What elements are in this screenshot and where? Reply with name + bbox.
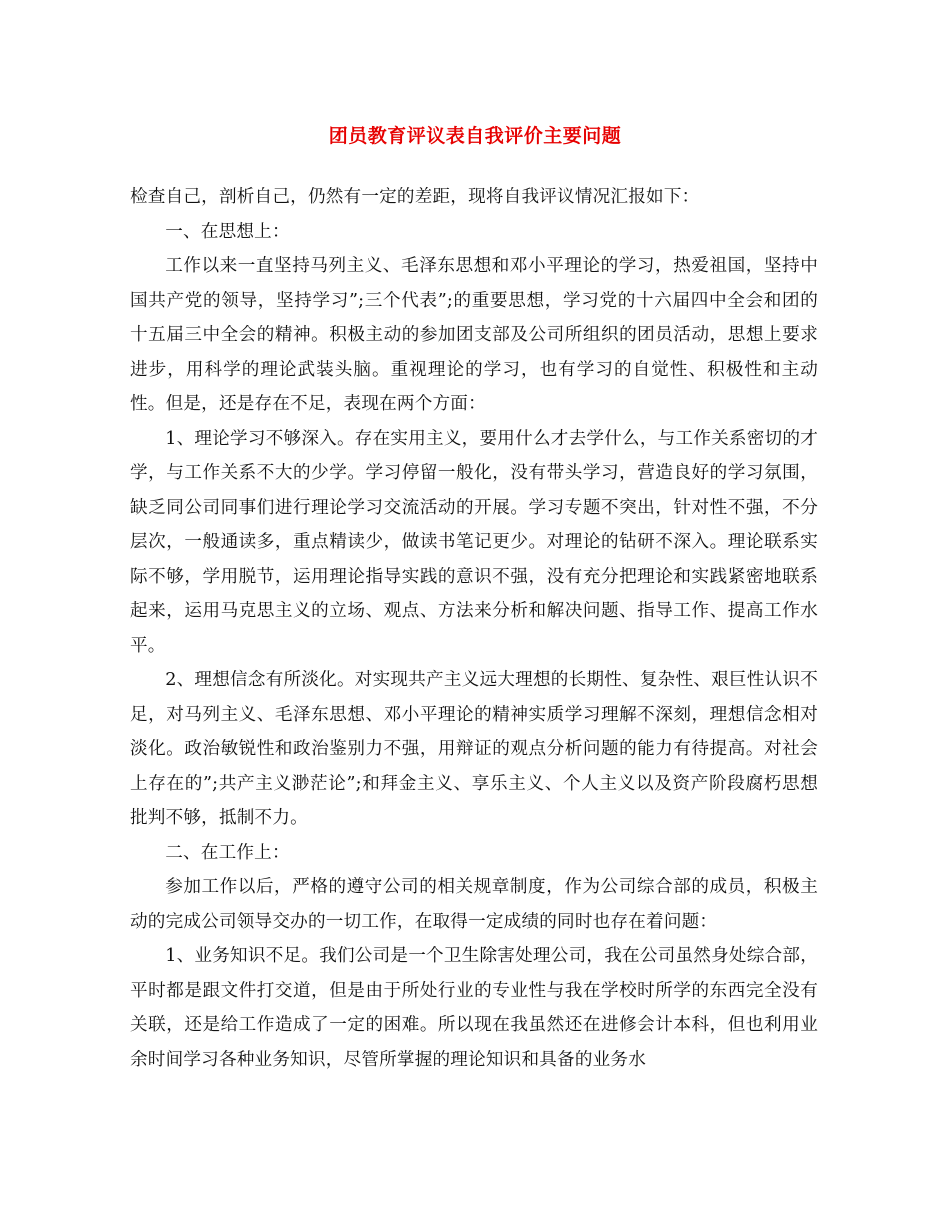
- document-title: 团员教育评议表自我评价主要问题: [328, 125, 622, 147]
- thought-summary-paragraph: 工作以来一直坚持马列主义、毛泽东思想和邓小平理论的学习，热爱祖国，坚持中国共产党的领导，坚持学习”;三个代表”;的重要思想，学习党的十六届四中全会和团的十五届三中全会的精神。积极主动的参加团支部及公司所组织的团员活动，思想上要求进步，用科学的理论武装头脑。重视理论的学习，也有学习的自觉性、积极性和主动性。但是，还是存在不足，表现在两个方面：: [130, 256, 818, 414]
- intro-paragraph: 检查自己，剖析自己，仍然有一定的差距，现将自我评议情况汇报如下：: [130, 187, 700, 207]
- document-body: [130, 180, 818, 1077]
- section-heading-thought: 一、在思想上：: [165, 221, 290, 242]
- work-issue-1-paragraph: 1、业务知识不足。我们公司是一个卫生除害处理公司，我在公司虽然身处综合部，平时都是跟文件打交道，但是由于所处行业的专业性与我在学校时所学的东西完全没有关联，还是给工作造成了一定的困难。所以现在我虽然还在进修会计本科，但也利用业余时间学习各种业务知识，尽管所掌握的理论知识和具备的业务水: [130, 946, 818, 1070]
- section-heading-work: 二、在工作上：: [165, 842, 290, 863]
- thought-issue-2-paragraph: 2、理想信念有所淡化。对实现共产主义远大理想的长期性、复杂性、艰巨性认识不足，对马列主义、毛泽东思想、邓小平理论的精神实质学习理解不深刻，理想信念相对淡化。政治敏锐性和政治鉴别力不强，用辩证的观点分析问题的能力有待提高。对社会上存在的”;共产主义渺茫论”;和拜金主义、享乐主义、个人主义以及资产阶段腐朽思想批判不够，抵制不力。: [130, 670, 818, 828]
- work-summary-paragraph: 参加工作以后，严格的遵守公司的相关规章制度，作为公司综合部的成员，积极主动的完成公司领导交办的一切工作，在取得一定成绩的同时也存在着问题：: [130, 877, 818, 932]
- thought-issue-1-paragraph: 1、理论学习不够深入。存在实用主义，要用什么才去学什么，与工作关系密切的才学，与工作关系不大的少学。学习停留一般化，没有带头学习，营造良好的学习氛围，缺乏同公司同事们进行理论学习交流活动的开展。学习专题不突出，针对性不强，不分层次，一般通读多，重点精读少，做读书笔记更少。对理论的钻研不深入。理论联系实际不够，学用脱节，运用理论指导实践的意识不强，没有充分把理论和实践紧密地联系起来，运用马克思主义的立场、观点、方法来分析和解决问题、指导工作、提高工作水平。: [130, 428, 818, 656]
